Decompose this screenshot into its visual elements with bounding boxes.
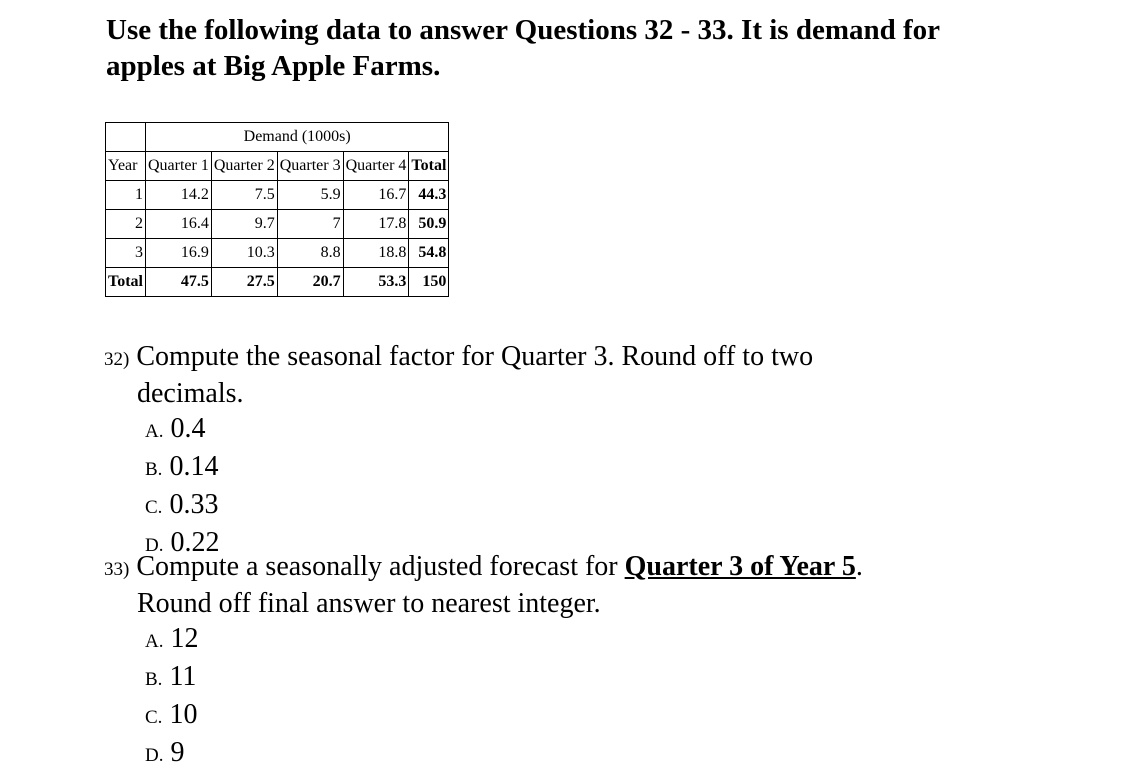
choice-value: 0.22 (170, 527, 220, 558)
choice-c[interactable] (145, 697, 1004, 735)
question-33-emphasis: Quarter 3 of Year 5 (624, 551, 856, 582)
row-total-cell: 44.3 (409, 181, 449, 210)
choice-value: 0.4 (170, 413, 206, 444)
choice-value: 12 (170, 623, 199, 654)
table-header-row (106, 152, 449, 181)
grand-total-cell: 150 (409, 268, 449, 297)
choice-b[interactable] (145, 449, 1004, 487)
table-group-header-row (106, 123, 449, 152)
column-total-cell: 53.3 (343, 268, 409, 297)
choice-a[interactable] (145, 621, 1004, 659)
choice-value: 9 (170, 737, 185, 768)
table-cell: 9.7 (211, 210, 277, 239)
choice-b[interactable] (145, 659, 1004, 697)
intro-text (106, 12, 1086, 84)
table-cell: 18.8 (343, 239, 409, 268)
year-cell: 3 (106, 239, 146, 268)
row-total-cell: 50.9 (409, 210, 449, 239)
demand-group-header: Demand (1000s) (145, 123, 448, 152)
question-32-line-1: Compute the seasonal factor for Quarter 3. Round off to two (136, 341, 814, 372)
choice-letter: A. (145, 421, 164, 442)
table-cell: 5.9 (277, 181, 343, 210)
table-cell: 16.7 (343, 181, 409, 210)
table-cell: 16.9 (145, 239, 211, 268)
table-cell: 17.8 (343, 210, 409, 239)
header-quarter-4: Quarter 4 (343, 152, 409, 181)
question-32-line-2: decimals. (137, 378, 244, 409)
header-quarter-3: Quarter 3 (277, 152, 343, 181)
table-cell: 7 (277, 210, 343, 239)
column-total-cell: 20.7 (277, 268, 343, 297)
table-cell: 7.5 (211, 181, 277, 210)
choice-letter: D. (145, 745, 164, 766)
question-32-number: 32) (104, 349, 130, 370)
choice-letter: C. (145, 497, 163, 518)
header-quarter-1: Quarter 1 (145, 152, 211, 181)
table-cell: 16.4 (145, 210, 211, 239)
table-row (106, 210, 449, 239)
table-corner-cell (106, 123, 146, 152)
table-cell: 10.3 (211, 239, 277, 268)
choice-value: 0.33 (169, 489, 219, 520)
table-row (106, 181, 449, 210)
choice-letter: B. (145, 459, 163, 480)
question-33 (104, 550, 1004, 773)
choice-value: 10 (169, 699, 198, 730)
question-33-suffix: . (855, 551, 863, 582)
question-33-line-2: Round off final answer to nearest integer. (137, 588, 601, 619)
year-cell: 1 (106, 181, 146, 210)
choice-c[interactable] (145, 487, 1004, 525)
choice-letter: A. (145, 631, 164, 652)
table-row (106, 239, 449, 268)
column-total-cell: 47.5 (145, 268, 211, 297)
question-33-choices (104, 621, 1004, 773)
header-quarter-2: Quarter 2 (211, 152, 277, 181)
question-32-choices (104, 411, 1004, 563)
choice-letter: C. (145, 707, 163, 728)
header-total: Total (409, 152, 449, 181)
choice-d[interactable] (145, 735, 1004, 773)
demand-table (105, 122, 449, 297)
question-33-stem (104, 550, 1004, 587)
year-cell: 2 (106, 210, 146, 239)
header-year: Year (106, 152, 146, 181)
choice-letter: B. (145, 669, 163, 690)
table-total-row (106, 268, 449, 297)
intro-line-1: Use the following data to answer Questions 32 - 33. It is demand for (106, 14, 941, 46)
choice-value: 0.14 (169, 451, 219, 482)
question-33-prefix: Compute a seasonally adjusted forecast for (136, 551, 625, 582)
choice-letter: D. (145, 535, 164, 556)
question-33-line-1 (136, 551, 863, 582)
total-label-cell: Total (106, 268, 146, 297)
column-total-cell: 27.5 (211, 268, 277, 297)
table-cell: 14.2 (145, 181, 211, 210)
question-32-stem (104, 340, 1004, 377)
intro-line-2: apples at Big Apple Farms. (106, 50, 441, 82)
table-cell: 8.8 (277, 239, 343, 268)
question-33-number: 33) (104, 559, 130, 580)
choice-a[interactable] (145, 411, 1004, 449)
row-total-cell: 54.8 (409, 239, 449, 268)
question-32 (104, 340, 1004, 563)
choice-value: 11 (169, 661, 197, 692)
